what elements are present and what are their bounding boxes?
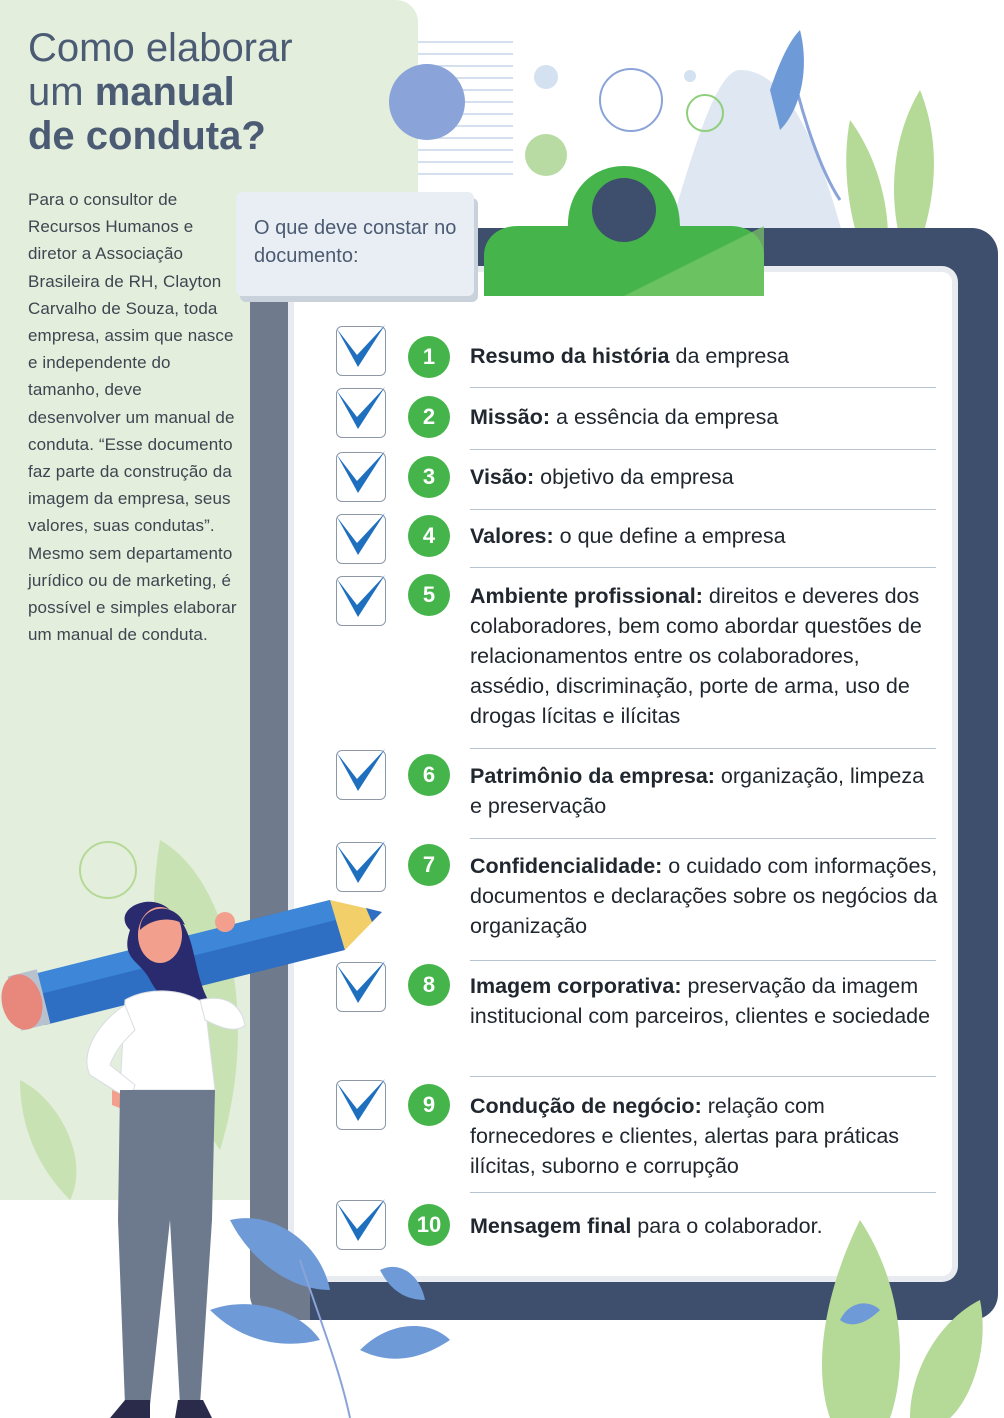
item-text xyxy=(470,341,940,371)
item-separator xyxy=(470,1076,936,1077)
checklist-item-5 xyxy=(330,570,936,750)
checkmark-icon xyxy=(331,315,391,375)
item-title: Visão: xyxy=(470,465,535,489)
checkbox[interactable] xyxy=(336,452,386,502)
checkbox[interactable] xyxy=(336,514,386,564)
item-text xyxy=(470,971,940,1031)
item-description: o cuidado com informações, documentos e declarações sobre os negócios da organização xyxy=(470,854,938,938)
checkbox[interactable] xyxy=(336,388,386,438)
item-title: Patrimônio da empresa: xyxy=(470,764,715,788)
checkbox[interactable] xyxy=(336,842,386,892)
item-number-badge: 5 xyxy=(408,574,450,616)
checklist-item-6 xyxy=(330,750,936,840)
item-number-badge: 4 xyxy=(408,515,450,557)
checklist-item-9 xyxy=(330,1080,936,1194)
item-number-badge: 9 xyxy=(408,1084,450,1126)
page-title xyxy=(28,26,388,158)
item-description: para o colaborador. xyxy=(631,1214,823,1238)
title-line-2-regular: um xyxy=(28,70,95,114)
question-text: O que deve constar no documento: xyxy=(254,217,457,267)
item-description: relação com fornecedores e clientes, alertas para práticas ilícitas, suborno e corrupção xyxy=(470,1094,900,1178)
checklist-item-8 xyxy=(330,962,936,1078)
item-text xyxy=(470,761,940,821)
checkbox[interactable] xyxy=(336,326,386,376)
item-number-badge: 2 xyxy=(408,396,450,438)
item-text xyxy=(470,581,940,731)
title-line-3 xyxy=(28,114,388,158)
title-line-3-bold: de conduta? xyxy=(28,114,266,158)
item-number-badge: 10 xyxy=(408,1204,450,1246)
item-number-badge: 3 xyxy=(408,456,450,498)
item-separator xyxy=(470,567,936,568)
item-number-badge: 8 xyxy=(408,964,450,1006)
item-title: Missão: xyxy=(470,405,551,429)
item-description: objetivo da empresa xyxy=(534,465,734,489)
item-title: Condução de negócio: xyxy=(470,1094,702,1118)
item-description: organização, limpeza e preservação xyxy=(470,764,925,818)
checklist-item-1 xyxy=(330,326,936,388)
item-description: direitos e deveres dos colaboradores, bem como abordar questões de relacionamentos entre os colaboradores, assédio, discriminação, porte de arma, uso de drogas lícitas e ilícitas xyxy=(470,584,922,728)
item-separator xyxy=(470,960,936,961)
clipboard-clip-icon xyxy=(484,166,764,296)
item-text xyxy=(470,402,940,432)
item-number-badge: 7 xyxy=(408,844,450,886)
item-number-badge: 1 xyxy=(408,336,450,378)
item-title: Mensagem final xyxy=(470,1214,632,1238)
checkbox[interactable] xyxy=(336,750,386,800)
item-title: Imagem corporativa: xyxy=(470,974,682,998)
item-title: Resumo da história xyxy=(470,344,670,368)
title-line-2 xyxy=(28,70,388,114)
item-text xyxy=(470,521,940,551)
item-number-badge: 6 xyxy=(408,754,450,796)
woman-illustration xyxy=(0,890,400,1418)
intro-paragraph: Para o consultor de Recursos Humanos e diretor a Associação Brasileira de RH, Clayton Carvalho de Souza, toda empresa, assim que nasce e independente do tamanho, deve desenvolver um manual de conduta. “Esse documento faz parte da construção da imagem da empresa, seus valores, suas condutas”. Mesmo sem departamento jurídico ou de marketing, é possível e simples elaborar um manual de conduta. xyxy=(28,190,237,645)
checklist-item-4 xyxy=(330,510,936,568)
checkbox[interactable] xyxy=(336,576,386,626)
checkmark-icon xyxy=(331,565,391,625)
item-title: Ambiente profissional: xyxy=(470,584,703,608)
title-line-1: Como elaborar xyxy=(28,26,293,70)
item-text xyxy=(470,851,940,941)
item-title: Confidencialidade: xyxy=(470,854,663,878)
item-description: preservação da imagem institucional com parceiros, clientes e sociedade xyxy=(470,974,931,1028)
item-description: a essência da empresa xyxy=(550,405,779,429)
checklist-item-3 xyxy=(330,450,936,510)
title-line-2-bold: manual xyxy=(94,70,235,114)
item-text xyxy=(470,462,940,492)
item-description: da empresa xyxy=(669,344,790,368)
item-text xyxy=(470,1091,940,1181)
checkmark-icon xyxy=(331,441,391,501)
item-separator xyxy=(470,838,936,839)
item-title: Valores: xyxy=(470,524,554,548)
checkmark-icon xyxy=(331,503,391,563)
checklist-item-2 xyxy=(330,388,936,450)
checkmark-icon xyxy=(331,739,391,799)
checkmark-icon xyxy=(331,377,391,437)
checklist-item-7 xyxy=(330,840,936,962)
checkmark-icon xyxy=(331,831,391,891)
item-description: o que define a empresa xyxy=(553,524,786,548)
item-separator xyxy=(470,748,936,749)
item-separator xyxy=(470,1192,936,1193)
